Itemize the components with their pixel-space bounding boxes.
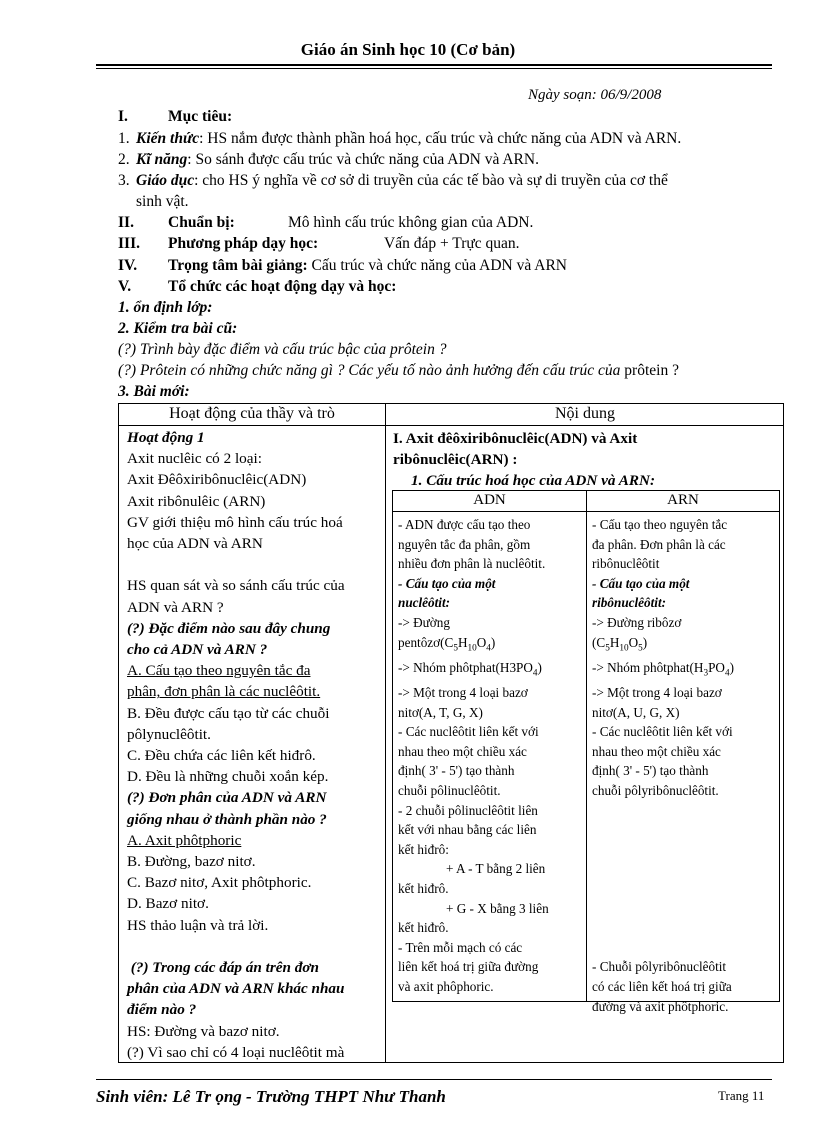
step-new-lesson: 3. Bài mới: bbox=[118, 383, 190, 400]
preparation-date: Ngày soạn: 06/9/2008 bbox=[528, 87, 662, 103]
section-focus: IV. Trọng tâm bài giảng: Cấu trúc và chức năng của ADN và ARN bbox=[118, 257, 568, 274]
section-objectives: I. Mục tiêu: bbox=[118, 108, 233, 125]
adn-column: - ADN được cấu tạo theo nguyên tắc đa phân, gồm nhiều đơn phân là nuclêôtit. - Cấu tạo của một nuclêôtit: -> Đường $pentôzơ(C_5H_{10}O_4)$ -> Nhóm $phôtphat(H3PO_4)$ -> Một trong 4 loại bazơ nitơ(A, T, G, X) - Các nuclêôtit liên kết với nhau theo một chiều xác định( 3' - 5') tạo thành chuỗi pôlinuclêôtit. - 2 chuỗi pôlinuclêôtit liên kết với nhau bằng các liên kết hiđrô: + A - T bằng 2 liên kết hiđrô. + G - X bằng 3 liên kết hiđrô. - Trên mỗi mạch có các liên kết hoá trị giữa đường và axit phôphoric. bbox=[398, 517, 549, 994]
document-title: Giáo án Sinh học 10 (Cơ bản) bbox=[300, 40, 516, 59]
comparison-table bbox=[392, 490, 780, 1014]
table-header-content: Nội dung bbox=[555, 405, 615, 422]
review-question-1: (?) Trình bày đặc điểm và cấu trúc bậc của prôtein ? bbox=[118, 341, 447, 358]
section-preparation: II. Chuẩn bị: Mô hình cấu trúc không gian của ADN. bbox=[118, 214, 534, 231]
comparison-header-arn: ARN bbox=[667, 492, 699, 508]
lesson-table bbox=[118, 403, 784, 1063]
review-question-2: (?) Prôtein có những chức năng gì ? Các yếu tố nào ảnh hưởng đến cấu trúc của prôtein ? bbox=[118, 362, 679, 379]
page-number: Trang 11 bbox=[718, 1088, 765, 1103]
header-rule-thin bbox=[96, 68, 772, 69]
activities-column: Hoạt động 1 Axit nuclêic có 2 loại: Axit Đêôxiribônuclêic(ADN) Axit ribônulêic (ARN) GV giới thiệu mô hình cấu trúc hoá học của ADN và ARN HS quan sát và so sánh cấu trúc của ADN và ARN ? (?) Đặc điểm nào sau đây chung cho cả ADN và ARN ? A. Cấu tạo theo nguyên tắc đa phân, đơn phân là các nuclêôtit. B. Đều được cấu tạo từ các chuỗi pôlynuclêôtit. C. Đều chứa các liên kết hiđrô. D. Đều là những chuỗi xoắn kép. (?) Đơn phân của ADN và ARN giống nhau ở thành phần nào ? A. Axit phôtphoric B. Đường, bazơ nitơ. C. Bazơ nitơ, Axit phôtphoric. D. Bazơ nitơ. HS thảo luận và trả lời. (?) Trong các đáp án trên đơn phân của ADN và ARN khác nhau điểm nào ? HS: Đường và bazơ nitơ. (?) Vì sao chỉ có 4 loại nuclêôtit mà bbox=[127, 429, 345, 1061]
section-method: III. Phương pháp dạy học: Vấn đáp + Trực quan. bbox=[118, 235, 520, 252]
content-heading: I. Axit đêôxiribônuclêic(ADN) và Axit ribônuclêic(ARN) : 1. Cấu trúc hoá học của ADN và ARN: bbox=[393, 430, 656, 489]
objective-knowledge: 1. Kiến thức: HS nắm được thành phần hoá học, cấu trúc và chức năng của ADN và ARN. bbox=[118, 130, 682, 147]
arn-column: - Cấu tạo theo nguyên tắc đa phân. Đơn phân là các ribônuclêôtit - Cấu tạo của một ribônuclêôtit: -> Đường ribôzơ $(C_5H_{10}O_5)$ -> Nhóm $phôtphat(H_3PO_4)$ -> Một trong 4 loại bazơ nitơ(A, U, G, X) - Các nuclêôtit liên kết với nhau theo một chiều xác định( 3' - 5') tạo thành chuỗi pôlyribônuclêôtit. - Chuỗi pôlyribônuclêôtit có các liên kết hoá trị giữa đường và axit phôtphoric. bbox=[592, 517, 734, 1014]
step-stabilize: 1. ổn định lớp: bbox=[118, 299, 213, 316]
footer-rule bbox=[96, 1079, 772, 1080]
comparison-header-adn: ADN bbox=[473, 492, 506, 508]
objective-education-cont: sinh vật. bbox=[136, 193, 189, 210]
table-header-activities: Hoạt động của thầy và trò bbox=[169, 405, 335, 422]
header-rule-thick bbox=[96, 64, 772, 66]
objective-skill: 2. Kĩ năng: So sánh được cấu trúc và chức năng của ADN và ARN. bbox=[118, 151, 539, 168]
step-review: 2. Kiểm tra bài cũ: bbox=[118, 320, 238, 337]
objective-education: 3. Giáo dục: cho HS ý nghĩa về cơ sở di truyền của các tế bào và sự di truyền của cơ thể bbox=[118, 172, 668, 189]
section-activities: V. Tổ chức các hoạt động dạy và học: bbox=[118, 278, 397, 295]
footer-author: Sinh viên: Lê Tr ọng - Trường THPT Như Thanh bbox=[96, 1087, 446, 1106]
